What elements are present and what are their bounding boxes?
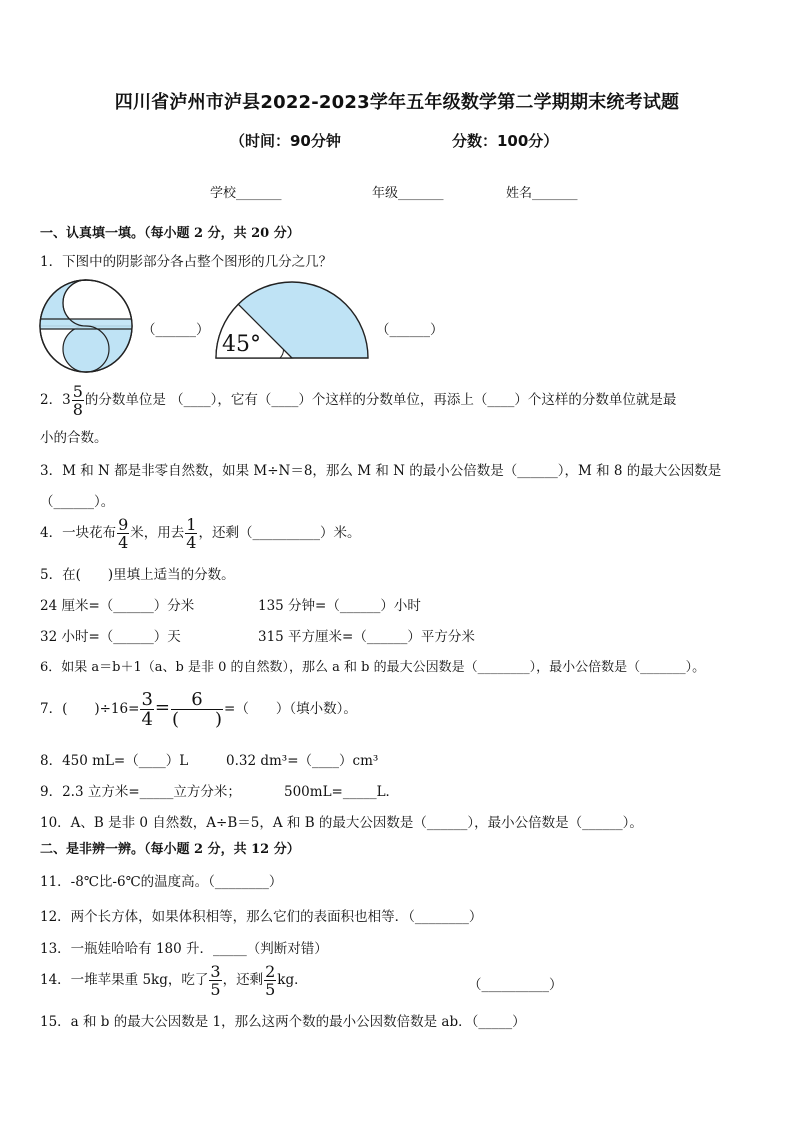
q14-numerator-1: 3 xyxy=(210,961,221,981)
question-11: 11．-8℃比-6℃的温度高。（________） xyxy=(40,874,283,890)
q14-fraction-2 xyxy=(264,961,276,999)
question-9-a: 9．2.3 立方米=_____立方分米； xyxy=(40,784,241,800)
q4-numerator-2: 1 xyxy=(186,514,197,534)
question-3: 3．M 和 N 都是非零自然数，如果 M÷N＝8，那么 M 和 N 的最小公倍数是（______），M 和 8 的最大公因数是 xyxy=(40,463,722,479)
q2-denominator: 8 xyxy=(72,399,83,419)
q14-prefix: 14．一堆苹果重 5kg，吃了 xyxy=(40,972,209,988)
q5-item-c: 32 小时=（______）天 xyxy=(40,629,181,645)
q7-suffix: =（ ）（填小数）。 xyxy=(224,701,357,717)
time-label: （时间：90分钟 xyxy=(230,132,341,150)
q2-fraction xyxy=(72,381,84,419)
q14-denominator-1: 5 xyxy=(210,979,221,999)
q4-fraction-1 xyxy=(117,514,129,552)
q1-answer-blank-b[interactable]: （______） xyxy=(376,322,444,338)
q2-numerator: 5 xyxy=(72,381,83,401)
circle-figure xyxy=(38,278,136,374)
q7-numerator-1: 3 xyxy=(141,688,153,710)
name-field: 姓名_______ xyxy=(506,186,578,201)
question-13: 13．一瓶娃哈哈有 180 升．_____（判断对错） xyxy=(40,941,328,957)
q4-denominator-1: 4 xyxy=(118,532,129,552)
q7-fraction-1 xyxy=(140,688,153,730)
question-9-b: 500mL=_____L． xyxy=(284,784,400,800)
q7-numerator-2: 6 xyxy=(191,688,203,710)
grade-field: 年级_______ xyxy=(372,186,444,201)
q4-denominator-2: 4 xyxy=(186,532,197,552)
question-7 xyxy=(40,686,357,731)
q1-answer-blank-a[interactable]: （______） xyxy=(142,322,210,338)
q14-fraction-1 xyxy=(209,961,221,999)
q4-suffix: ，还剩（__________）米。 xyxy=(198,525,361,541)
question-2-line2: 小的合数。 xyxy=(40,430,108,446)
q4-prefix: 4．一块花布 xyxy=(40,525,117,541)
question-1: 1．下图中的阴影部分各占整个图形的几分之几？ xyxy=(40,254,333,270)
q14-middle: ，还剩 xyxy=(222,972,264,988)
question-6: 6．如果 a＝b＋1（a、b 是非 0 的自然数），那么 a 和 b 的最大公因数是（________），最小公倍数是（_______）。 xyxy=(40,660,706,675)
question-4 xyxy=(40,515,360,551)
question-2 xyxy=(40,382,676,418)
angle-label: 45° xyxy=(222,332,261,357)
question-8-b: 0.32 dm³=（____）cm³ xyxy=(226,753,379,769)
question-10: 10．A、B 是非 0 自然数，A÷B＝5，A 和 B 的最大公因数是（______），最小公倍数是（______）。 xyxy=(40,815,643,831)
q14-suffix: kg． xyxy=(277,972,308,988)
q4-middle: 米，用去 xyxy=(130,525,185,541)
q7-fraction-2 xyxy=(171,688,223,730)
question-5: 5．在( )里填上适当的分数。 xyxy=(40,567,235,583)
q5-item-d: 315 平方厘米=（______）平方分米 xyxy=(258,629,475,645)
question-14 xyxy=(40,960,308,1000)
q5-item-a: 24 厘米=（______）分米 xyxy=(40,598,195,614)
q5-item-b: 135 分钟=（______）小时 xyxy=(258,598,421,614)
section-1-heading: 一、认真填一填。（每小题 2 分，共 20 分） xyxy=(40,226,300,241)
q4-numerator-1: 9 xyxy=(118,514,129,534)
question-3-line2: （______）。 xyxy=(40,494,115,510)
q2-prefix: 2．3 xyxy=(40,392,71,408)
q7-prefix: 7．( )÷16= xyxy=(40,701,140,717)
question-12: 12．两个长方体，如果体积相等，那么它们的表面积也相等．（________） xyxy=(40,909,483,925)
question-15: 15．a 和 b 的最大公因数是 1，那么这两个数的最小公因数倍数是 ab．（_____） xyxy=(40,1014,526,1030)
q14-numerator-2: 2 xyxy=(265,961,276,981)
q14-denominator-2: 5 xyxy=(265,979,276,999)
school-field: 学校_______ xyxy=(210,186,282,201)
page-title: 四川省泸州市泸县2022-2023学年五年级数学第二学期期末统考试题 xyxy=(114,92,680,113)
q7-denominator-2: ( ) xyxy=(171,708,223,730)
q4-fraction-2 xyxy=(185,514,197,552)
question-8-a: 8．450 mL=（____）L xyxy=(40,753,189,769)
q14-answer-blank[interactable]: （__________） xyxy=(468,977,563,993)
score-label: 分数：100分） xyxy=(452,132,559,150)
section-2-heading: 二、是非辨一辨。（每小题 2 分，共 12 分） xyxy=(40,842,300,857)
q2-text: 的分数单位是 （____），它有（____）个这样的分数单位，再添上（____）个这样的分数单位就是最 xyxy=(84,392,677,408)
q7-denominator-1: 4 xyxy=(141,708,153,730)
q7-equals: = xyxy=(154,697,170,718)
